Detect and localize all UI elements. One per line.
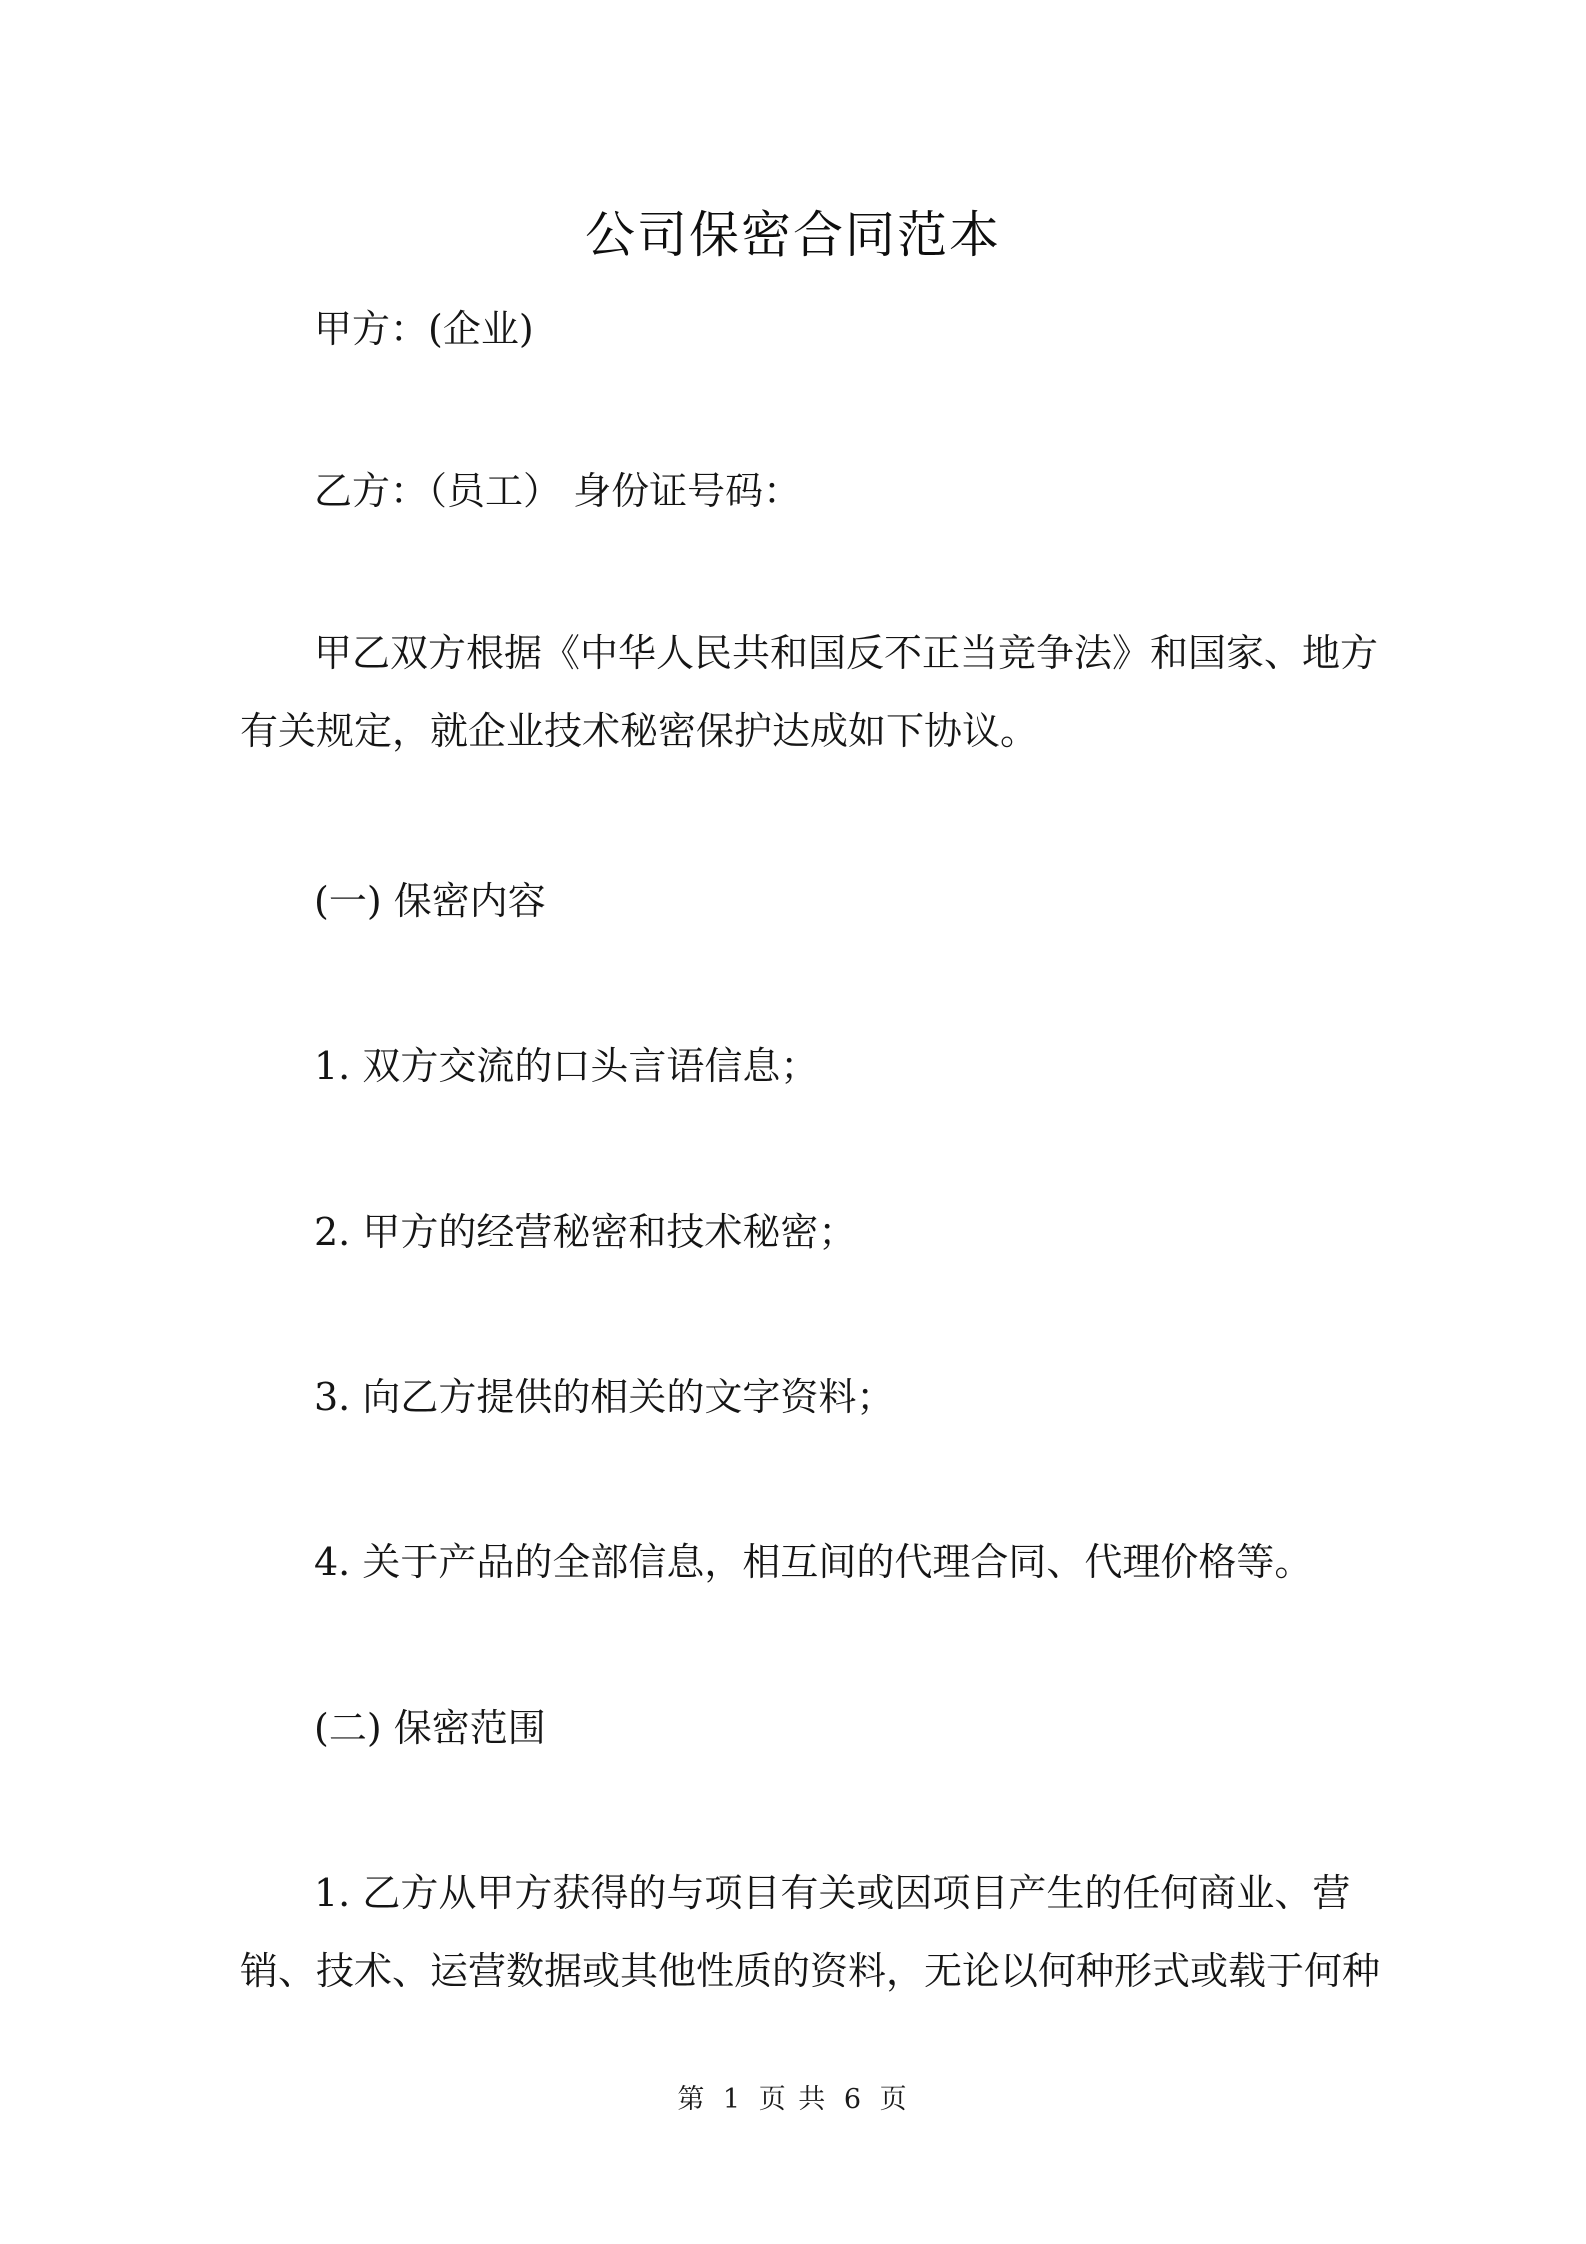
section-1-item-3: 3. 向乙方提供的相关的文字资料； xyxy=(314,1375,895,1419)
party-a-line: 甲方：(企业) xyxy=(314,307,534,351)
section-2-heading: (二) 保密范围 xyxy=(314,1706,546,1750)
section-1-item-1: 1. 双方交流的口头言语信息； xyxy=(314,1044,819,1088)
footer-prefix: 第 xyxy=(677,2084,707,2115)
footer-suffix: 页 xyxy=(879,2084,909,2115)
section-1-item-4: 4. 关于产品的全部信息，相互间的代理合同、代理价格等。 xyxy=(314,1540,1313,1584)
section-1-item-2: 2. 甲方的经营秘密和技术秘密； xyxy=(314,1210,857,1254)
section-2-item-1 xyxy=(240,1854,1381,2010)
section-2-item-1-line-1: 1. 乙方从甲方获得的与项目有关或因项目产生的任何商业、营 xyxy=(314,1871,1351,1915)
section-1-heading: (一) 保密内容 xyxy=(314,879,546,923)
preamble-line-1: 甲乙双方根据《中华人民共和国反不正当竞争法》和国家、地方 xyxy=(314,631,1379,675)
preamble-paragraph xyxy=(240,614,1379,770)
party-b-line: 乙方：（员工） 身份证号码： xyxy=(314,469,802,513)
footer-page-number: 1 xyxy=(722,2084,743,2115)
page-footer xyxy=(0,2080,1586,2120)
preamble-line-2: 有关规定，就企业技术秘密保护达成如下协议。 xyxy=(240,709,1039,753)
footer-mid: 页 共 xyxy=(758,2084,828,2115)
section-2-item-1-line-2: 销、技术、运营数据或其他性质的资料，无论以何种形式或载于何种 xyxy=(240,1949,1381,1993)
document-title: 公司保密合同范本 xyxy=(585,206,1001,264)
footer-page-total: 6 xyxy=(843,2084,864,2115)
